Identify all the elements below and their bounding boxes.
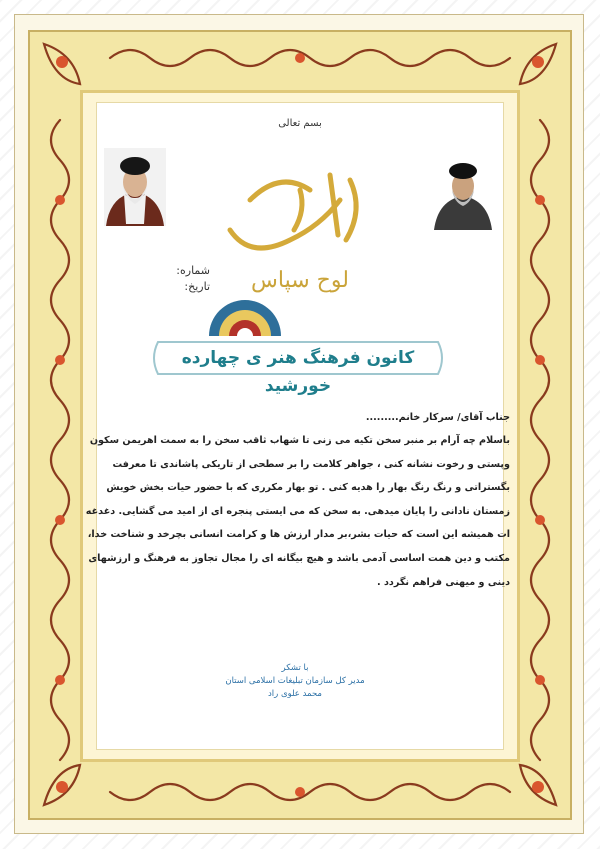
body-line: مکتب و دین همت اساسی آدمی باشد و هیچ بیگانه ای را مجال تجاوز به فرهنگ و ارزشهای xyxy=(88,552,510,564)
signature-position: مدیر کل سازمان تبلیغات اسلامی استان xyxy=(225,676,365,686)
portrait-left xyxy=(104,148,166,226)
certificate-title: لوح سپاس xyxy=(251,268,349,293)
portrait-right xyxy=(432,152,494,230)
salutation: جناب آقای/ سرکار خانم......... xyxy=(365,412,510,423)
body-line: زمستان نادانی را پایان میدهی. به سخن که می ایستی پنجره ای از امید می گشایی. دغدغه xyxy=(85,505,510,517)
body-line: بگستراتی و رنگ رنگ بهار را هدیه کنی . تو بهار مکرری که با حضور حیات بخش خویش xyxy=(106,482,510,494)
bismillah-text: بسم تعالی xyxy=(278,118,322,129)
banner-title: کانون فرهنگ هنر ی چهارده خورشید xyxy=(181,348,415,396)
date-label: تاریخ: xyxy=(184,280,210,293)
signature-block xyxy=(220,662,370,701)
body-line: باسلام چه آرام بر منبر سخن تکیه می زنی تا شهاب ثاقب سخن را به سمت اهریمن سکون xyxy=(89,435,510,446)
signature-thanks: با تشکر xyxy=(281,663,309,673)
calligraphy-flourish xyxy=(210,160,390,270)
body-line: وپستی و رخوت نشانه کنی ، جواهر کلامت را بر سطحی از تاریکی پاشاندی تا معرفت xyxy=(112,458,510,470)
signature-name: محمد علوی راد xyxy=(267,689,322,699)
body-line: دینی و میهنی فراهم نگردد . xyxy=(377,576,510,588)
rosette-ornament xyxy=(205,292,285,336)
number-label: شماره: xyxy=(176,264,210,277)
body-line: ات همیشه این است که حیات بشر،بر مدار ارزش ها و کرامت انسانی بچرخد و شناخت خدا، xyxy=(87,529,510,541)
certificate-body xyxy=(85,412,510,594)
